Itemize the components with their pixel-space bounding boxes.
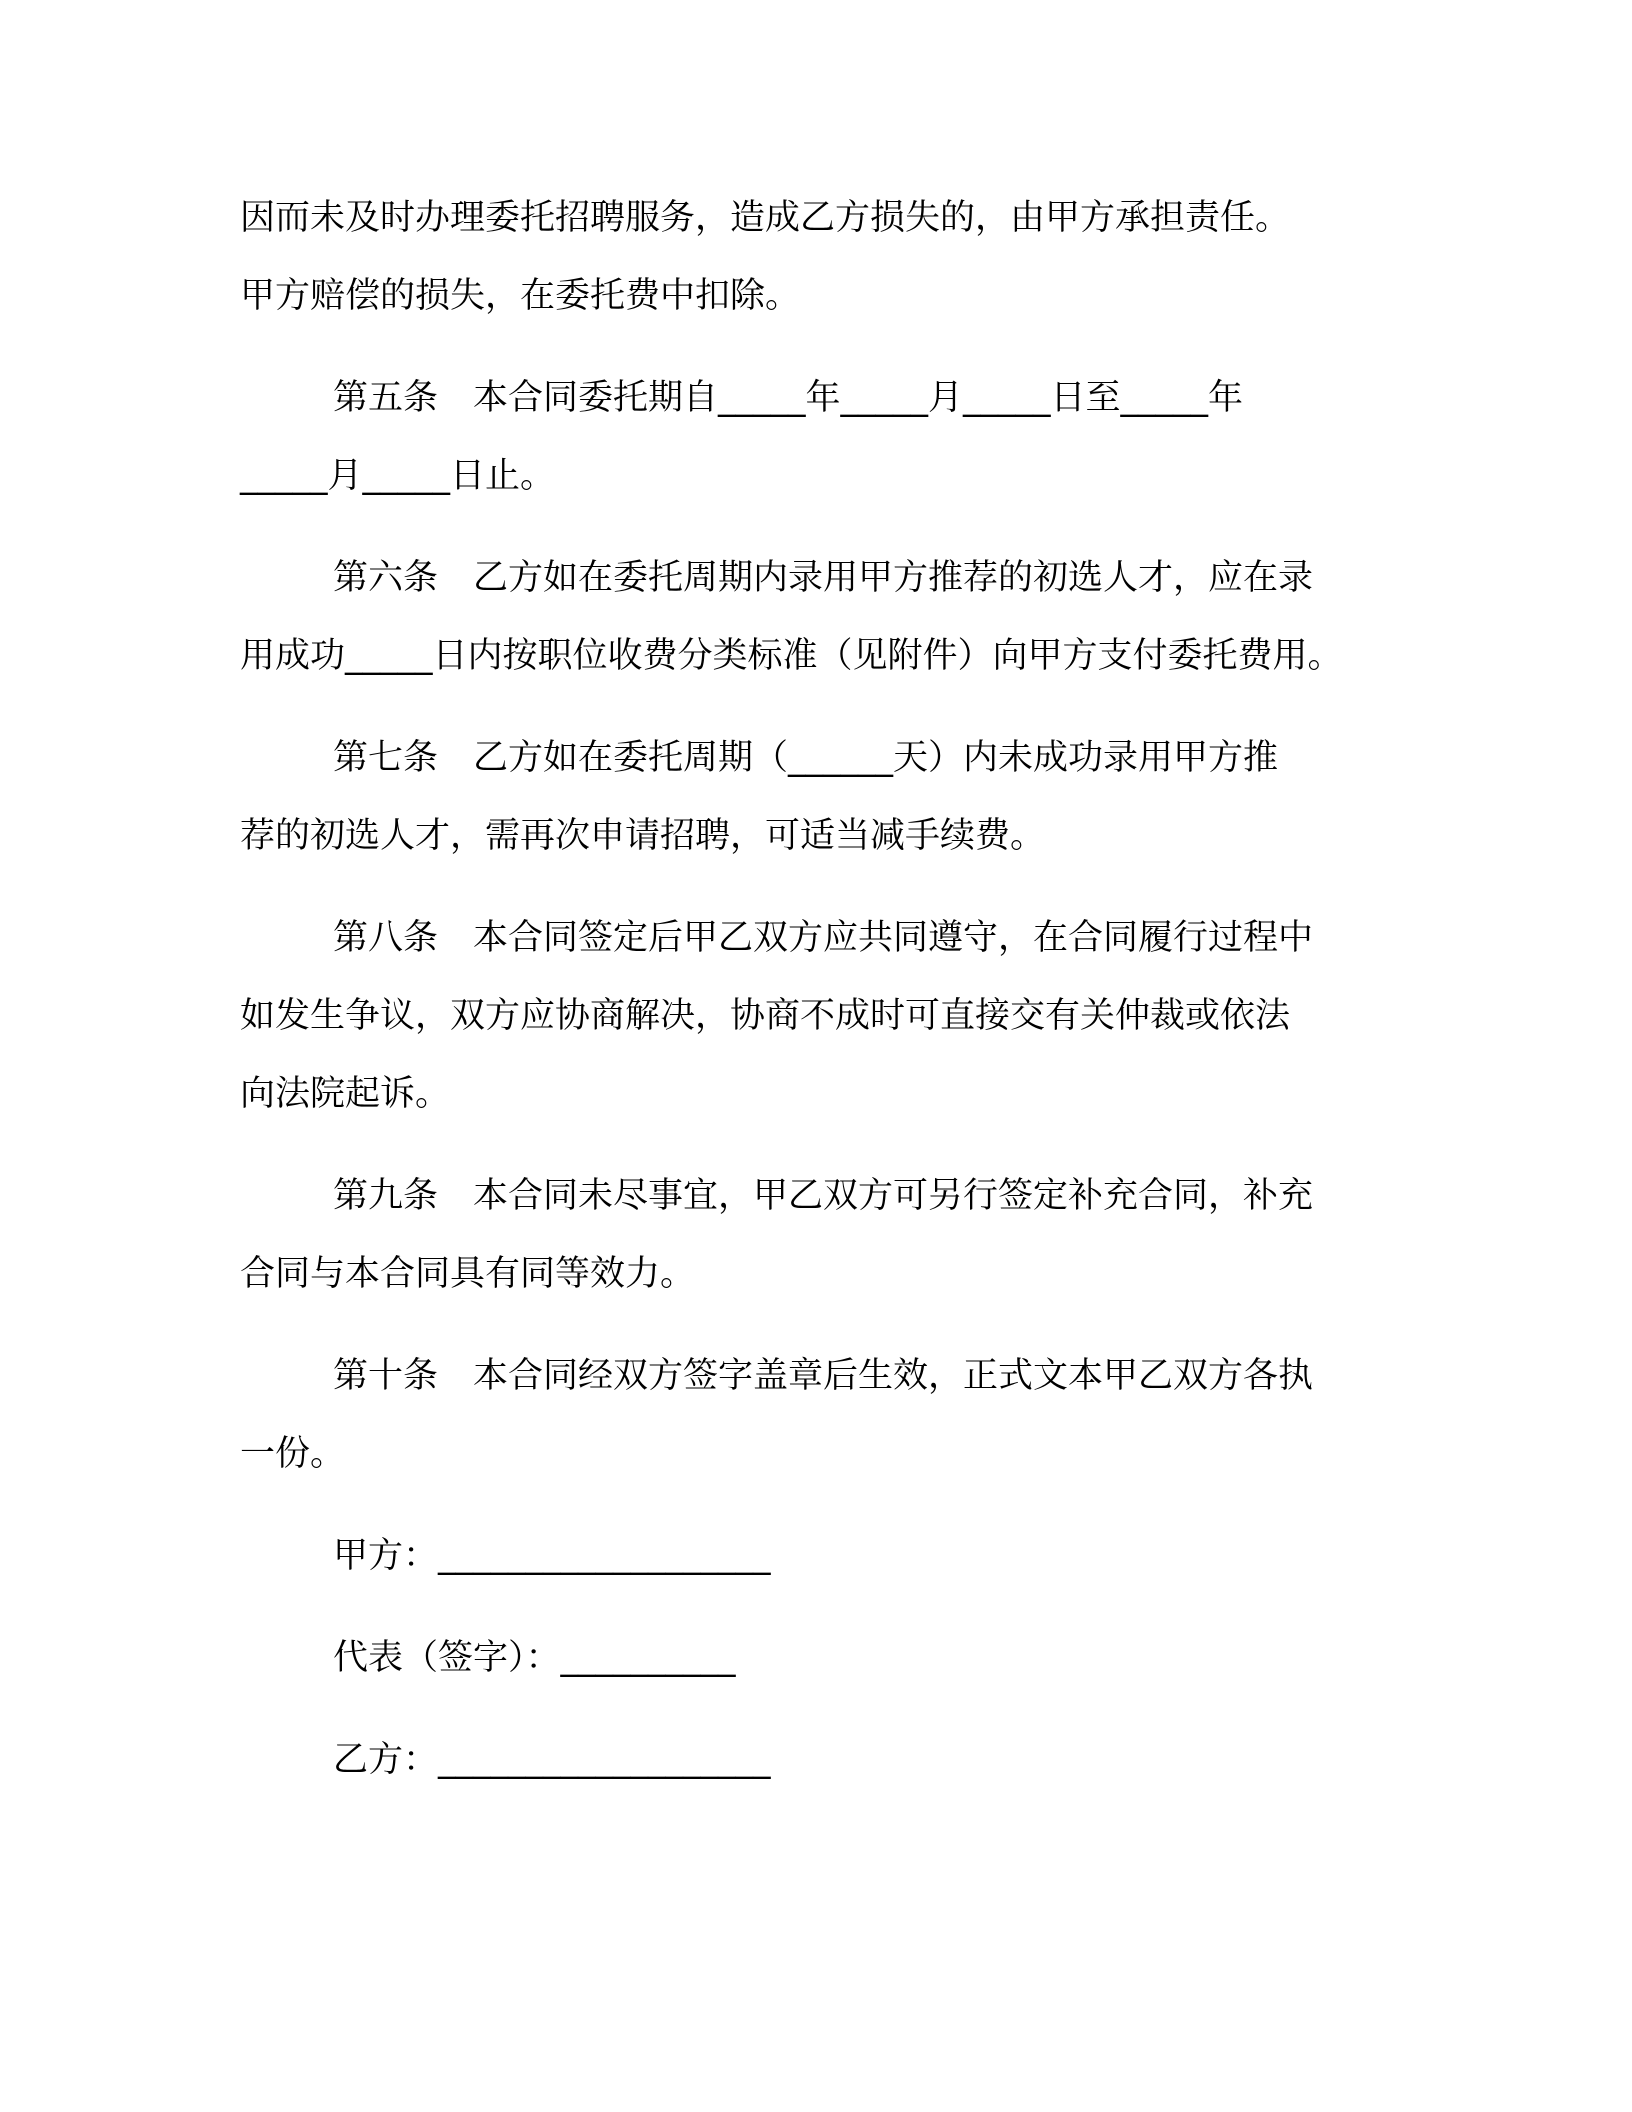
intro-line-2: 甲方赔偿的损失，在委托费中扣除。 [240,276,801,316]
party-a-signature-line: 甲方：___________________ [333,1536,771,1576]
party-b-signature-line: 乙方：___________________ [333,1740,771,1780]
article-8-line-3: 向法院起诉。 [240,1074,451,1114]
article-10-line-2: 一份。 [240,1434,346,1474]
intro-line-1: 因而未及时办理委托招聘服务，造成乙方损失的，由甲方承担责任。 [240,198,1291,238]
article-6-line-2: 用成功_____日内按职位收费分类标准（见附件）向甲方支付委托费用。 [240,636,1343,676]
article-5-line-1: 第五条 本合同委托期自_____年_____月_____日至_____年 [333,378,1244,418]
article-7-line-1: 第七条 乙方如在委托周期（______天）内未成功录用甲方推 [333,738,1279,778]
article-9-line-1: 第九条 本合同未尽事宜，甲乙双方可另行签定补充合同，补充 [333,1176,1314,1216]
article-5-line-2: _____月_____日止。 [240,456,556,496]
representative-signature-line: 代表（签字）：__________ [333,1638,736,1678]
article-10-line-1: 第十条 本合同经双方签字盖章后生效，正式文本甲乙双方各执 [333,1356,1314,1396]
article-8-line-1: 第八条 本合同签定后甲乙双方应共同遵守，在合同履行过程中 [333,918,1314,958]
article-7-line-2: 荐的初选人才，需再次申请招聘，可适当减手续费。 [240,816,1046,856]
article-6-line-1: 第六条 乙方如在委托周期内录用甲方推荐的初选人才，应在录 [333,558,1314,598]
article-8-line-2: 如发生争议，双方应协商解决，协商不成时可直接交有关仲裁或依法 [240,996,1291,1036]
article-9-line-2: 合同与本合同具有同等效力。 [240,1254,696,1294]
